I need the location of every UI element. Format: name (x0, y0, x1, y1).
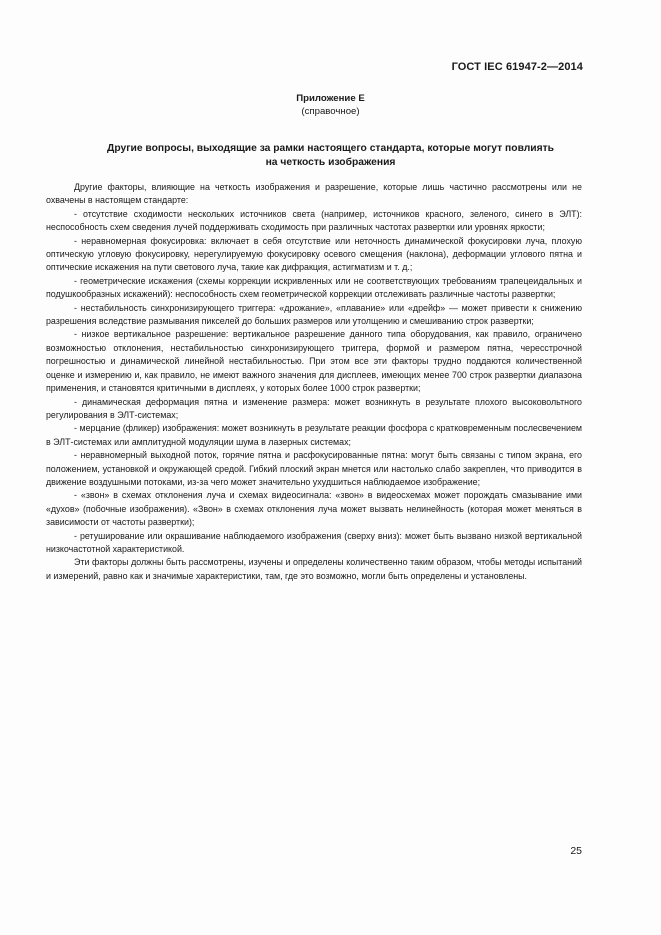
standard-designation: ГОСТ IEC 61947-2—2014 (451, 61, 583, 73)
list-item: - неравномерная фокусировка: включает в себя отсутствие или неточность динамической фокусировки луча, плохую оптическую угловую фокусировку, нерегулируемую фокусировку осевого смещения (наклона), деформации углового пятна и оптические искажения на пути светового луча, такие как дифракция, астигматизм и т. д.; (46, 235, 582, 273)
page-number: 25 (570, 845, 582, 857)
list-item: - отсутствие сходимости нескольких источников света (например, источников красного, зеленого, синего в ЭЛТ): неспособность схем сведения лучей поддерживать сходимость при различных частотах развертки или уровнях яркости; (46, 208, 582, 233)
paragraph-intro: Другие факторы, влияющие на четкость изображения и разрешение, которые лишь частично рассмотрены или не охвачены в настоящем стандарте: (46, 182, 582, 206)
list-item: - неравномерный выходной поток, горячие пятна и расфокусированные пятна: могут быть связаны с типом экрана, его положением, установкой и окружающей средой. Гибкий плоский экран мнется или настолько слабо закреплен, что приводится в движение воздушными потоками, из-за чего может значительно ухудшиться наблюдаемое изображение; (46, 450, 582, 487)
appendix-heading (0, 92, 661, 118)
list-item: - мерцание (фликер) изображения: может возникнуть в результате реакции фосфора с кратковременным послесвечением в ЭЛТ-системах или амплитудной модуляции шума в лазерных системах; (46, 423, 582, 447)
list-item: - динамическая деформация пятна и изменение размера: может возникнуть в результате плохого высоковольтного регулирования в ЭЛТ-системах; (46, 396, 582, 420)
section-title-line-2: на четкость изображения (265, 157, 396, 168)
list-item: - «звон» в схемах отклонения луча и схемах видеосигнала: «звон» в видеосхемах может порождать смазывание ими «духов» (побочные изображения). «Звон» в схемах отклонения луча может вызвать нелинейность (которая может меняться в зависимости от частоты развертки); (46, 490, 582, 528)
section-title-line-1: Другие вопросы, выходящие за рамки настоящего стандарта, которые могут повлиять (106, 143, 555, 154)
paragraph-conclusion: Эти факторы должны быть рассмотрены, изучены и определены количественно таким образом, чтобы методы испытаний и измерений, равно как и значимые характеристики, там, где это возможно, могли быть определены и установлены. (46, 557, 582, 581)
section-title (40, 142, 621, 170)
body-text (46, 181, 582, 583)
list-item: - низкое вертикальное разрешение: вертикальное разрешение данного типа оборудования, как правило, ограничено возможностью отклонения, нестабильностью синхронизирующего триггера, формой и размером пятна, чересстрочной погрешностью и динамической линейной нестабильностью. При этом все эти факторы трудно поддаются количественной оценке и измерению и, как правило, не имеют важного значения для дисплеев, имеющих менее 700 строк развертки диапазона применения, и становятся критичными в дисплеях, у которых более 1000 строк развертки; (46, 329, 582, 394)
list-item: - геометрические искажения (схемы коррекции искривленных или не соответствующих требованиям трапецеидальных и подушкообразных искажений): неспособность схем геометрической коррекции отслеживать различные частоты развертки; (46, 275, 582, 300)
appendix-subtitle: (справочное) (301, 106, 360, 117)
list-item: - нестабильность синхронизирующего триггера: «дрожание», «плавание» или «дрейф» — может привести к снижению разрешения вследствие размывания пикселей до больших размеров или утолщению и смешиванию строк развертки; (46, 302, 582, 327)
appendix-title: Приложение Е (296, 93, 365, 104)
list-item: - ретуширование или окрашивание наблюдаемого изображения (сверху вниз): может быть вызвано низкой вертикальной низкочастотной характеристикой. (46, 530, 582, 554)
